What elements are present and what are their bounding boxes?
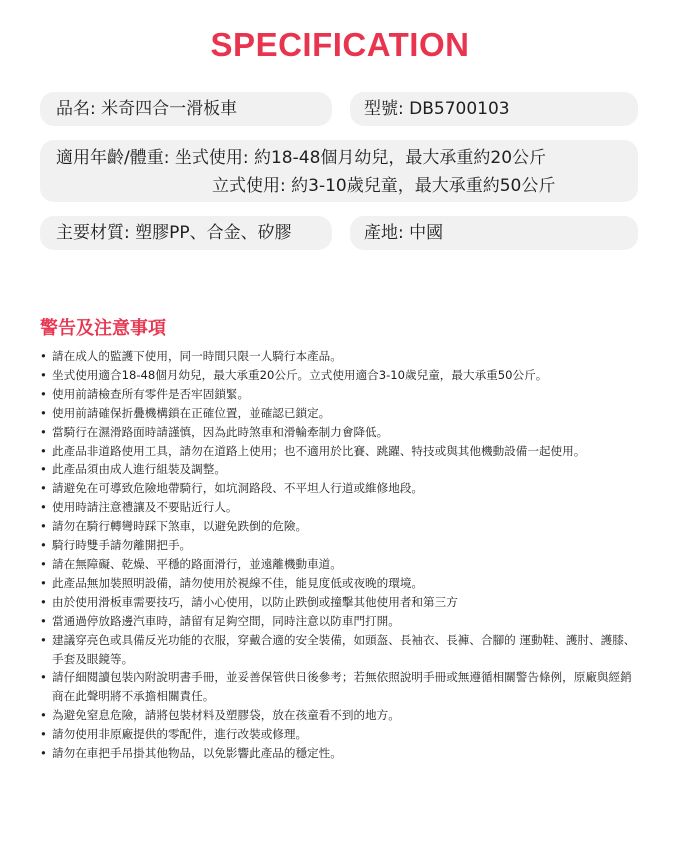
warning-text: 請勿使用非原廠提供的零配件，進行改裝或修理。 (52, 727, 308, 742)
warning-item (40, 574, 640, 593)
age-weight-line-2: 立式使用: 約3-10歲兒童，最大承重約50公斤 (212, 176, 556, 196)
warning-text: 請勿在車把手吊掛其他物品，以免影響此產品的穩定性。 (52, 746, 342, 761)
bullet-icon: • (40, 538, 47, 553)
warning-item (40, 460, 640, 479)
bullet-icon: • (40, 462, 47, 477)
bullet-icon: • (40, 443, 47, 458)
warning-text: 由於使用滑板車需要技巧，請小心使用，以防止跌倒或撞擊其他使用者和第三方 (52, 594, 458, 609)
warning-item (40, 366, 640, 385)
warning-item (40, 612, 640, 631)
warning-text: 請勿在騎行轉彎時踩下煞車，以避免跌倒的危險。 (52, 519, 308, 534)
warning-text: 使用前請檢查所有零件是否牢固鎖緊。 (52, 386, 250, 401)
bullet-icon: • (40, 575, 47, 590)
model-pill (350, 92, 638, 126)
warning-text: 使用前請確保折疊機構鎖在正確位置，並確認已鎖定。 (52, 405, 331, 420)
bullet-icon: • (40, 708, 47, 723)
warning-text: 使用時請注意禮讓及不要貼近行人。 (52, 500, 238, 515)
material-pill (40, 216, 332, 250)
bullet-icon: • (40, 481, 47, 496)
warning-item (40, 555, 640, 574)
warning-item (40, 479, 640, 498)
warning-text: 為避免窒息危險，請將包裝材料及塑膠袋，放在孩童看不到的地方。 (52, 708, 400, 723)
warning-text: 當通過停放路邊汽車時，請留有足夠空間，同時注意以防車門打開。 (52, 613, 400, 628)
page-title: SPECIFICATION (210, 26, 470, 63)
warning-text: 此產品須由成人進行組裝及調整。 (52, 462, 226, 477)
warnings-heading: 警告及注意事項 (40, 318, 166, 339)
warning-text: 建議穿亮色或具備反光功能的衣服，穿戴合適的安全裝備，如頭盔、長袖衣、長褲、合腳的 運動鞋、護肘、護膝、手套及眼鏡等。 (52, 632, 636, 666)
bullet-icon: • (40, 594, 47, 609)
model-text: 型號: DB5700103 (364, 99, 510, 119)
warning-item (40, 404, 640, 423)
bullet-icon: • (40, 632, 47, 647)
warning-text: 當騎行在濕滑路面時請謹慎，因為此時煞車和滑輪牽制力會降低。 (52, 424, 389, 439)
bullet-icon: • (40, 405, 47, 420)
warning-item (40, 744, 640, 763)
warning-item (40, 706, 640, 725)
warning-item (40, 517, 640, 536)
bullet-icon: • (40, 613, 47, 628)
age-weight-pill (40, 140, 638, 202)
bullet-icon: • (40, 519, 47, 534)
age-weight-line-1: 適用年齡/體重: 坐式使用: 約18-48個月幼兒，最大承重約20公斤 (56, 148, 547, 168)
warning-text: 請避免在可導致危險地帶騎行，如坑洞路段、不平坦人行道或維修地段。 (52, 481, 424, 496)
warning-item (40, 668, 640, 706)
warning-text: 此產品無加裝照明設備，請勿使用於視線不佳，能見度低或夜晚的環境。 (52, 575, 424, 590)
warning-text: 騎行時雙手請勿離開把手。 (52, 538, 192, 553)
origin-pill (350, 216, 638, 250)
warning-text: 請在無障礙、乾燥、平穩的路面滑行，並遠離機動車道。 (52, 556, 342, 571)
bullet-icon: • (40, 424, 47, 439)
warning-item (40, 347, 640, 366)
warnings-list (40, 347, 640, 763)
warning-text: 請在成人的監護下使用，同一時間只限一人騎行本產品。 (52, 349, 342, 363)
warning-text: 坐式使用適合18-48個月幼兒，最大承重20公斤。立式使用適合3-10歲兒童，最大承重50公斤。 (52, 367, 548, 382)
bullet-icon: • (40, 500, 47, 515)
warning-item (40, 442, 640, 461)
product-name-text: 品名: 米奇四合一滑板車 (56, 99, 238, 119)
warning-item (40, 725, 640, 744)
bullet-icon: • (40, 727, 47, 742)
bullet-icon: • (40, 556, 47, 571)
bullet-icon: • (40, 746, 47, 761)
warning-item (40, 536, 640, 555)
warning-item (40, 423, 640, 442)
product-name-pill (40, 92, 332, 126)
warning-item (40, 385, 640, 404)
bullet-icon: • (40, 670, 47, 685)
warning-text: 請仔細閱讀包裝內附說明書手冊，並妥善保管供日後參考；若無依照說明手冊或無遵循相關警告條例，原廠與經銷商在此聲明將不承擔相關責任。 (52, 670, 632, 704)
bullet-icon: • (40, 349, 47, 363)
origin-text: 產地: 中國 (364, 223, 444, 243)
warning-text: 此產品非道路使用工具，請勿在道路上使用；也不適用於比賽、跳躍、特技或與其他機動設備一起使用。 (52, 443, 586, 458)
warning-item (40, 593, 640, 612)
material-text: 主要材質: 塑膠PP、合金、矽膠 (56, 223, 292, 243)
warning-item (40, 498, 640, 517)
bullet-icon: • (40, 367, 47, 382)
warning-item (40, 631, 640, 669)
bullet-icon: • (40, 386, 47, 401)
